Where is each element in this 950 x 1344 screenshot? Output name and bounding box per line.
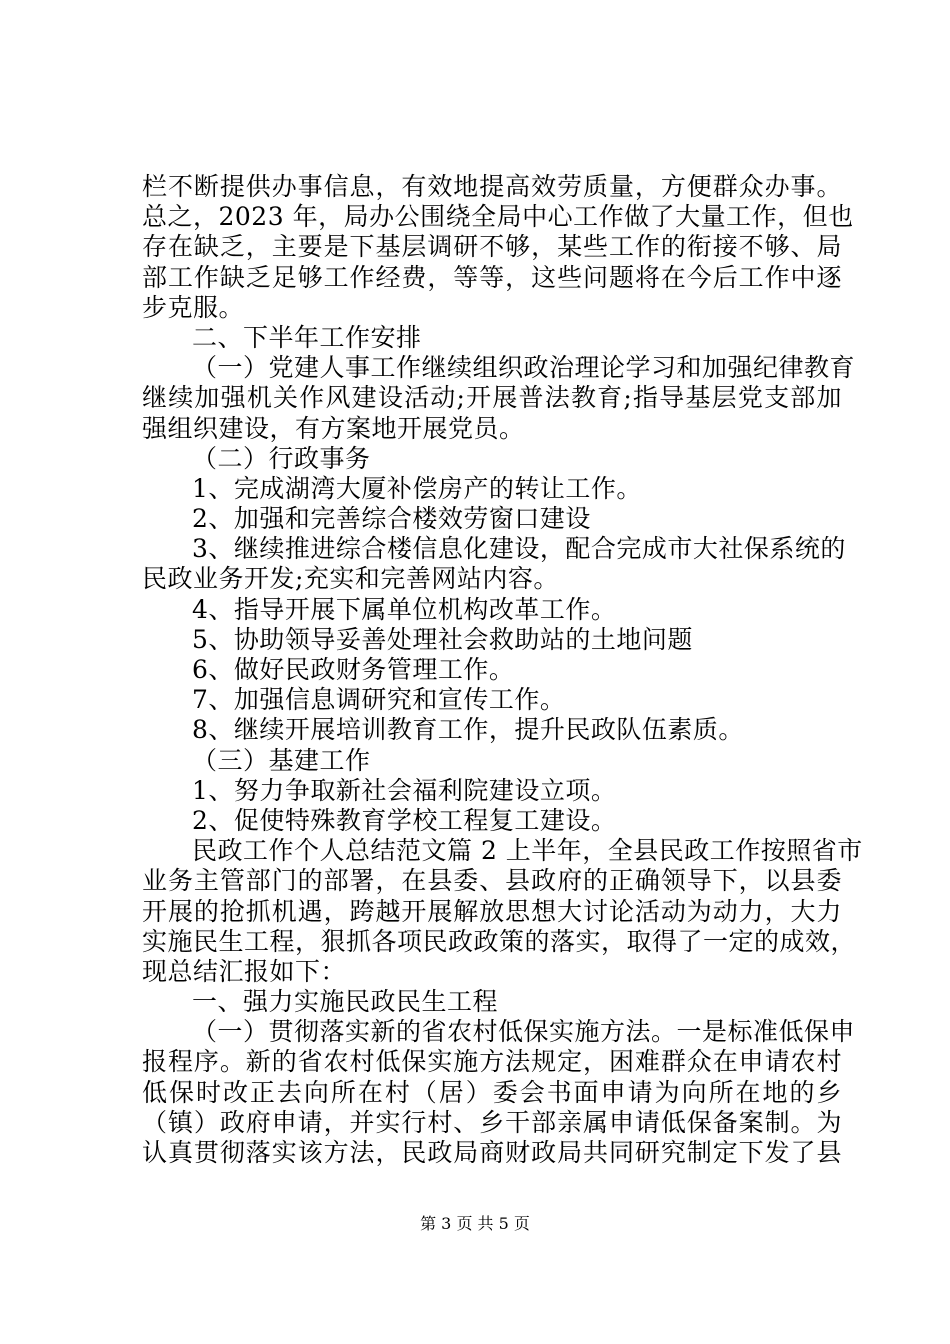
subsection-heading: （二）行政事务	[192, 443, 371, 473]
text-line: （一）贯彻落实新的省农村低保实施方法。一是标准低保申	[192, 1017, 856, 1047]
list-item: 5、协助领导妥善处理社会救助站的土地问题	[192, 624, 693, 654]
subsection-heading: （三）基建工作	[192, 745, 371, 775]
text-line: 认真贯彻落实该方法，民政局商财政局共同研究制定下发了县	[142, 1138, 842, 1167]
section-heading: 一、强力实施民政民生工程	[192, 987, 499, 1017]
text-line: 报程序。新的省农村低保实施方法规定，困难群众在申请农村	[142, 1047, 842, 1077]
text-line: 业务主管部门的部署，在县委、县政府的正确领导下，以县委	[142, 866, 842, 896]
text-line: （一）党建人事工作继续组织政治理论学习和加强纪律教育	[192, 353, 856, 383]
text-line: 存在缺乏，主要是下基层调研不够，某些工作的衔接不够、局	[142, 232, 842, 262]
list-item: 8、继续开展培训教育工作，提升民政队伍素质。	[192, 715, 744, 745]
list-item: 2、加强和完善综合楼效劳窗口建设	[192, 504, 591, 534]
text-line: 实施民生工程，狠抓各项民政政策的落实，取得了一定的成效，	[142, 926, 857, 956]
text-line: 低保时改正去向所在村（居）委会书面申请为向所在地的乡	[142, 1077, 842, 1107]
text-line: 现总结汇报如下：	[142, 956, 347, 986]
text-line: 开展的抢抓机遇，跨越开展解放思想大讨论活动为动力，大力	[142, 896, 842, 926]
text-line: （镇）政府申请，并实行村、乡干部亲属申请低保备案制。为	[142, 1107, 842, 1137]
list-item: 7、加强信息调研究和宣传工作。	[192, 685, 566, 715]
text-line: 步克服。	[142, 292, 245, 322]
text-line: 民政工作个人总结范文篇 2 上半年，全县民政工作按照省市	[192, 836, 863, 866]
text-line: 强组织建设，有方案地开展党员。	[142, 413, 525, 443]
text-line: 民政业务开发;充实和完善网站内容。	[142, 564, 559, 594]
list-item: 1、努力争取新社会福利院建设立项。	[192, 775, 617, 805]
section-heading: 二、下半年工作安排	[192, 322, 422, 352]
list-item: 6、做好民政财务管理工作。	[192, 655, 515, 684]
list-item: 2、促使特殊教育学校工程复工建设。	[192, 805, 617, 835]
text-line: 部工作缺乏足够工作经费，等等，这些问题将在今后工作中逐	[142, 262, 842, 292]
text-line: 栏不断提供办事信息，有效地提高效劳质量，方便群众办事。	[142, 172, 842, 201]
text-line: 继续加强机关作风建设活动;开展普法教育;指导基层党支部加	[142, 383, 842, 413]
list-item: 4、指导开展下属单位机构改革工作。	[192, 594, 617, 624]
document-body	[142, 172, 863, 1168]
list-item: 1、完成湖湾大厦补偿房产的转让工作。	[192, 473, 642, 503]
page-footer: 第 3 页 共 5 页	[420, 1214, 530, 1233]
text-line: 总之，2023 年，局办公围绕全局中心工作做了大量工作，但也	[142, 202, 854, 232]
list-item: 3、继续推进综合楼信息化建设，配合完成市大社保系统的	[192, 534, 846, 564]
